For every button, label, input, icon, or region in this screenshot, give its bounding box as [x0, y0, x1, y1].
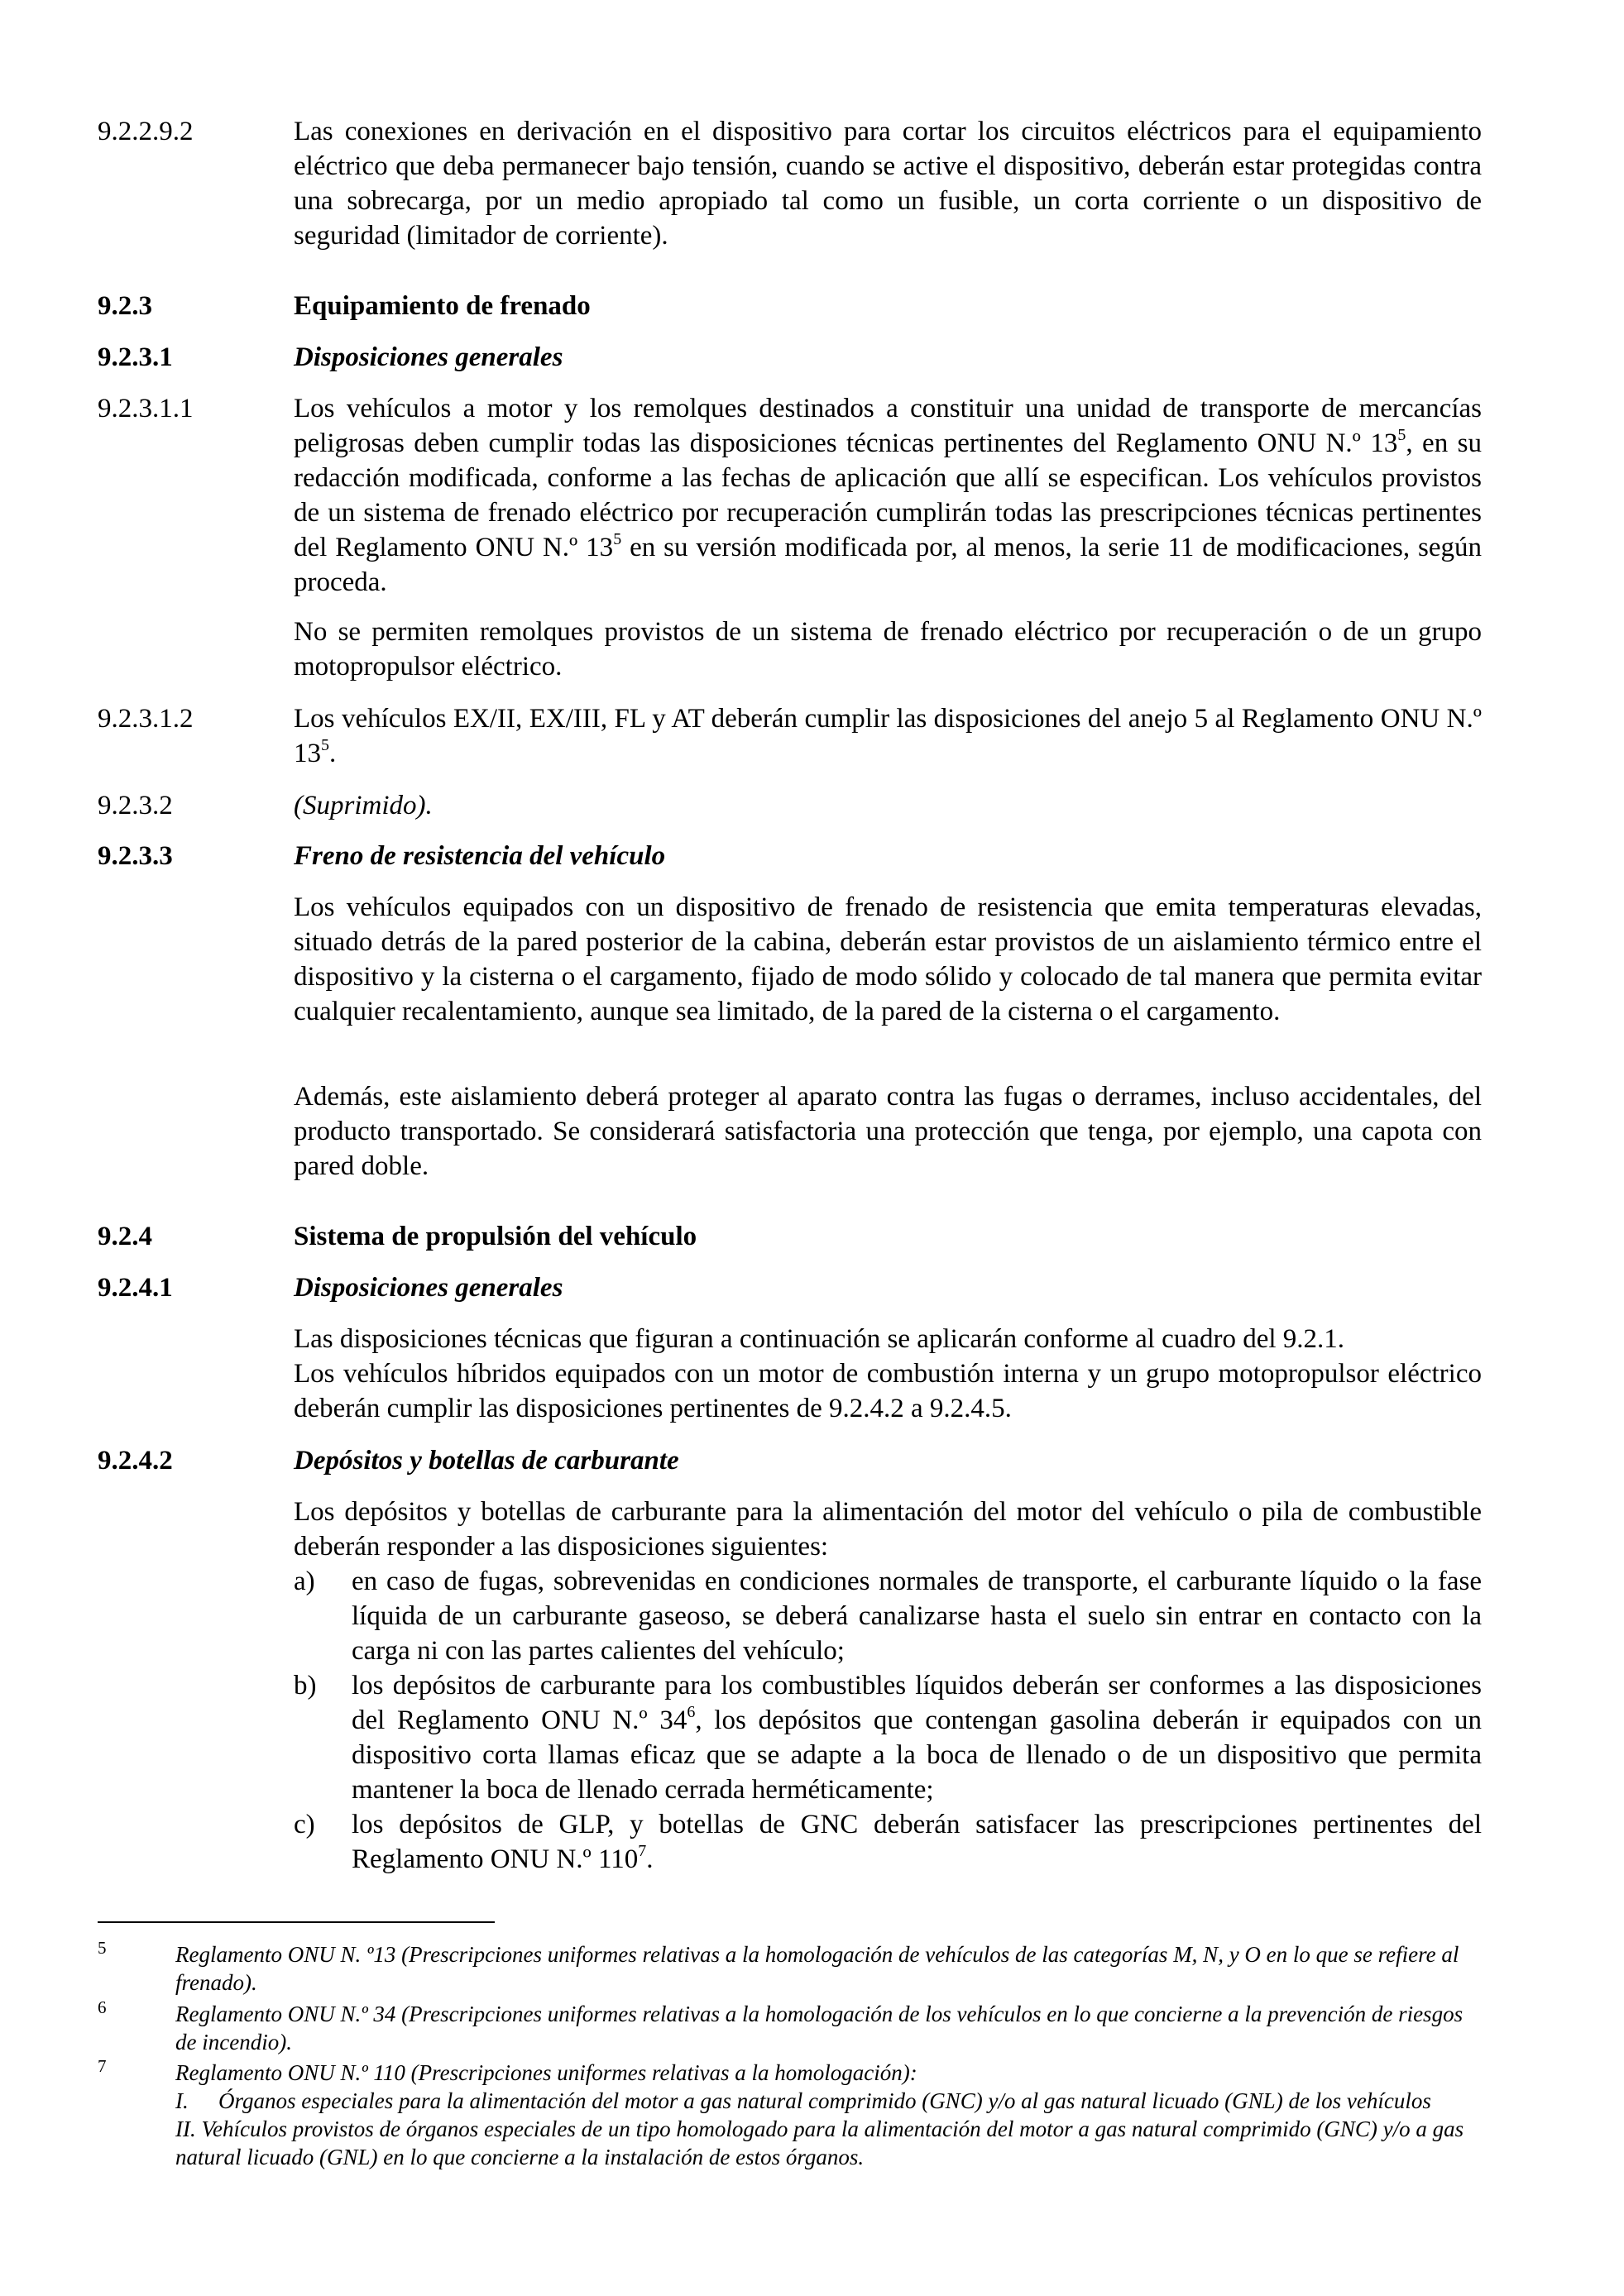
list-item — [294, 1668, 1482, 1807]
section-number: 9.2.3.2 — [98, 791, 173, 820]
list-item-text-part: los depósitos de carburante para los combustibles líquidos deberán ser conformes a las disposiciones del Reglamento ONU N.º 34 — [352, 1671, 1482, 1735]
section-text: (Suprimido). — [294, 791, 433, 820]
list-item-label: c) — [294, 1810, 315, 1839]
section-paragraph: No se permiten remolques provistos de un sistema de frenado eléctrico por recuperación o de un grupo motopropulsor eléctrico. — [294, 617, 1482, 682]
section-heading: Freno de resistencia del vehículo — [294, 841, 666, 871]
footnote-text — [175, 2059, 1483, 2171]
footnote-text: Reglamento ONU N.º 34 (Prescripciones uniformes relativas a la homologación de los vehículos en lo que concierne a la prevención de riesgos de incendio). — [175, 2002, 1464, 2054]
list-item-text-part: . — [646, 1844, 654, 1874]
paragraph-text: en su versión modificada por, al menos, la serie 11 de modificaciones, según proceda. — [294, 533, 1482, 597]
section-number: 9.2.3 — [98, 291, 152, 321]
section-number: 9.2.3.3 — [98, 841, 173, 871]
section-heading: Disposiciones generales — [294, 342, 563, 372]
section-number: 9.2.2.9.2 — [98, 117, 194, 146]
footnote-line: Reglamento ONU N.º 110 (Prescripciones uniformes relativas a la homologación): — [175, 2060, 917, 2085]
footnote-subitem — [175, 2115, 1483, 2171]
paragraph-line: Los vehículos híbridos equipados con un motor de combustión interna y un grupo motopropulsor eléctrico deberán cumplir las disposiciones pertinentes de 9.2.4.2 a 9.2.4.5. — [294, 1359, 1482, 1423]
footnote-ref: 7 — [638, 1842, 647, 1860]
section-heading: Depósitos y botellas de carburante — [294, 1446, 679, 1476]
footnote-subitem — [175, 2087, 1483, 2115]
list-item-label: b) — [294, 1671, 317, 1700]
section-number: 9.2.3.1.1 — [98, 394, 194, 423]
footnote-subitem-text: Vehículos provistos de órganos especiales de un tipo homologado para la alimentación del motor a gas natural comprimido (GNC) y/o a gas natural licuado (GNL) en lo que concierne a la instalación de estos órganos. — [175, 2117, 1464, 2169]
list-item-text: en caso de fugas, sobrevenidas en condiciones normales de transporte, el carburante líquido o la fase líquida de un carburante gaseoso, se deberá canalizarse hasta el suelo sin entrar en contacto con la carga ni con las partes calientes del vehículo; — [352, 1567, 1482, 1666]
section-paragraph — [294, 701, 1482, 771]
footnote-subitem-text: Órganos especiales para la alimentación del motor a gas natural comprimido (GNC) y/o al gas natural licuado (GNL) de los vehículos — [218, 2088, 1431, 2113]
footnote-subitem-label: II. — [175, 2117, 196, 2141]
footnote-text: Reglamento ONU N. º13 (Prescripciones uniformes relativas a la homologación de vehículos de las categorías M, N, y O en lo que se refiere al frenado). — [175, 1942, 1459, 1995]
footnote-ref: 5 — [1397, 426, 1406, 444]
paragraph-line: Las disposiciones técnicas que figuran a continuación se aplicarán conforme al cuadro del 9.2.1. — [294, 1324, 1345, 1354]
section-paragraph: Las conexiones en derivación en el dispositivo para cortar los circuitos eléctricos para el equipamiento eléctrico que deba permanecer bajo tensión, cuando se active el dispositivo, deberán estar protegidas contra una sobrecarga, por un medio apropiado tal como un fusible, un corta corriente o un dispositivo de seguridad (limitador de corriente). — [294, 117, 1482, 251]
footnote-number: 6 — [98, 1997, 107, 2017]
section-heading: Equipamiento de frenado — [294, 291, 591, 321]
footnote-ref: 5 — [321, 736, 329, 754]
footnote-ref: 5 — [613, 530, 622, 548]
paragraph-text: Los vehículos EX/II, EX/III, FL y AT deberán cumplir las disposiciones del anejo 5 al Reglamento ONU N.º 13 — [294, 704, 1482, 768]
footnote-separator — [98, 1921, 495, 1923]
footnote-subitem-label: I. — [175, 2088, 189, 2113]
section-paragraph: Los vehículos equipados con un dispositivo de frenado de resistencia que emita temperaturas elevadas, situado detrás de la pared posterior de la cabina, deberán estar provistos de un aislamiento térmico entre el dispositivo y la cisterna o el cargamento, fijado de modo sólido y colocado de tal manera que permita evitar cualquier recalentamiento, aunque sea limitado, de la pared de la cisterna o el cargamento. — [294, 892, 1482, 1026]
list-item-text — [352, 1668, 1482, 1807]
section-heading: Sistema de propulsión del vehículo — [294, 1222, 697, 1251]
section-paragraph: Los depósitos y botellas de carburante para la alimentación del motor del vehículo o pila de combustible deberán responder a las disposiciones siguientes: — [294, 1497, 1482, 1562]
section-paragraph: Además, este aislamiento deberá proteger al aparato contra las fugas o derrames, incluso accidentales, del producto transportado. Se considerará satisfactoria una protección que tenga, por ejemplo, una capota con pared doble. — [294, 1082, 1482, 1181]
section-number: 9.2.3.1 — [98, 342, 173, 372]
paragraph-text: , en su redacción modificada, conforme a las fechas de aplicación que allí se especifican. Los vehículos provistos de un sistema de frenado eléctrico por recuperación cumplirán todas las prescripciones técnicas pertinentes del Reglamento ONU N.º 13 — [294, 428, 1482, 562]
footnote-number: 5 — [98, 1938, 107, 1958]
lettered-list — [294, 1564, 1482, 1877]
section-heading: Disposiciones generales — [294, 1273, 563, 1303]
list-item-text-part: , los depósitos que contengan gasolina deberán ir equipados con un dispositivo corta llamas eficaz que se adapte a la boca de llenado o de un dispositivo que permita mantener la boca de llenado cerrada herméticamente; — [352, 1705, 1482, 1805]
section-number: 9.2.4 — [98, 1222, 152, 1251]
list-item-text — [352, 1807, 1482, 1877]
section-number: 9.2.3.1.2 — [98, 704, 194, 734]
footnote-ref: 6 — [687, 1703, 696, 1721]
list-item-label: a) — [294, 1567, 315, 1596]
paragraph-text: Los vehículos a motor y los remolques destinados a constituir una unidad de transporte de mercancías peligrosas deben cumplir todas las disposiciones técnicas pertinentes del Reglamento ONU N.º 13 — [294, 394, 1482, 458]
footnote-number: 7 — [98, 2056, 107, 2076]
section-paragraph — [294, 391, 1482, 600]
section-number: 9.2.4.1 — [98, 1273, 173, 1303]
list-item-text-part: los depósitos de GLP, y botellas de GNC deberán satisfacer las prescripciones pertinentes del Reglamento ONU N.º 110 — [352, 1810, 1482, 1874]
list-item — [294, 1564, 1482, 1668]
section-paragraph — [294, 1322, 1482, 1426]
paragraph-text: . — [329, 739, 337, 768]
section-number: 9.2.4.2 — [98, 1446, 173, 1476]
list-item — [294, 1807, 1482, 1877]
